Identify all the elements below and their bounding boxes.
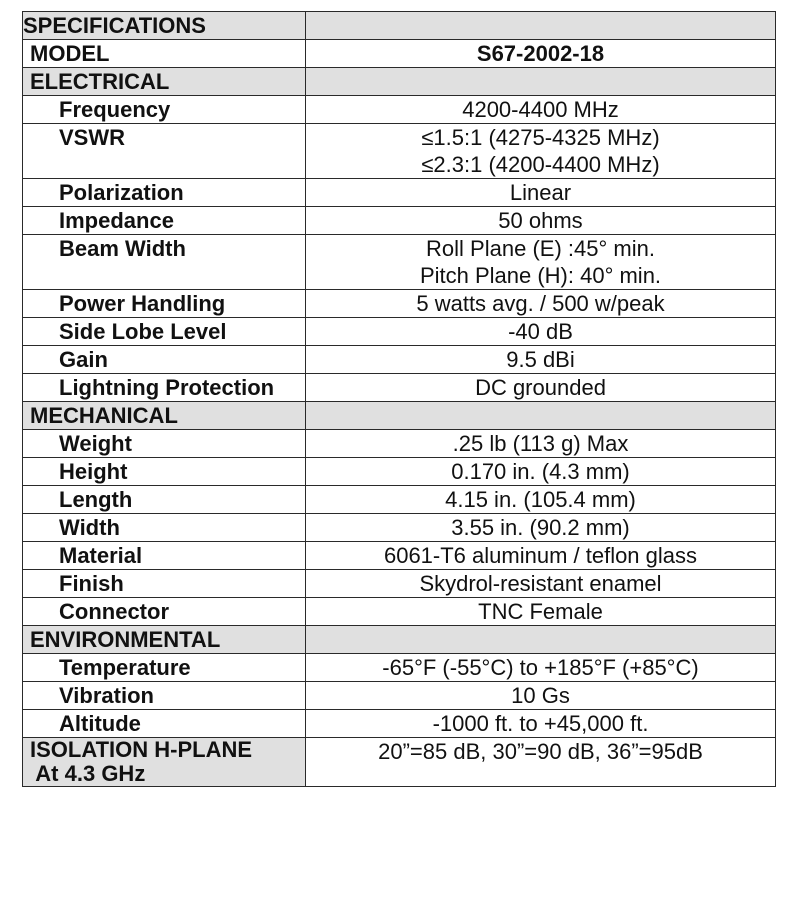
table-row xyxy=(23,290,776,318)
model-label: MODEL xyxy=(23,40,306,68)
spec-value-line: 6061-T6 aluminum / teflon glass xyxy=(383,543,698,568)
section-blank-cell xyxy=(306,68,776,96)
spec-label: Side Lobe Level xyxy=(23,318,306,346)
table-row xyxy=(23,179,776,207)
spec-value-line: 4200-4400 MHz xyxy=(462,97,619,122)
spec-label: Frequency xyxy=(23,96,306,124)
spec-value xyxy=(306,598,776,626)
spec-label: Power Handling xyxy=(23,290,306,318)
spec-label: Vibration xyxy=(23,682,306,710)
table-row xyxy=(23,682,776,710)
spec-value xyxy=(306,430,776,458)
table-row xyxy=(23,458,776,486)
spec-value-line: ≤1.5:1 (4275-4325 MHz) xyxy=(421,125,660,150)
table-row xyxy=(23,235,776,290)
spec-value xyxy=(306,458,776,486)
spec-label: Polarization xyxy=(23,179,306,207)
spec-label: Beam Width xyxy=(23,235,306,290)
spec-value xyxy=(306,570,776,598)
section-header-mechanical xyxy=(23,402,776,430)
spec-value-line: ≤2.3:1 (4200-4400 MHz) xyxy=(421,152,660,177)
table-row xyxy=(23,598,776,626)
isolation-label xyxy=(23,738,306,787)
section-heading: ENVIRONMENTAL xyxy=(23,626,306,654)
spec-value xyxy=(306,710,776,738)
spec-value-line: TNC Female xyxy=(478,599,603,624)
spec-label: Finish xyxy=(23,570,306,598)
spec-value xyxy=(306,235,776,290)
spec-label: Connector xyxy=(23,598,306,626)
spec-value-line: 9.5 dBi xyxy=(506,347,575,372)
table-row xyxy=(23,318,776,346)
section-header-environmental xyxy=(23,626,776,654)
table-row xyxy=(23,430,776,458)
spec-value-line: 10 Gs xyxy=(511,683,570,708)
spec-value-line: -40 dB xyxy=(508,319,573,344)
spec-value-line: 5 watts avg. / 500 w/peak xyxy=(416,291,665,316)
spec-value xyxy=(306,290,776,318)
table-row xyxy=(23,654,776,682)
table-row xyxy=(23,374,776,402)
spec-label: Impedance xyxy=(23,207,306,235)
table-row xyxy=(23,207,776,235)
spec-value xyxy=(306,682,776,710)
title-blank-cell xyxy=(306,12,776,40)
spec-value xyxy=(306,96,776,124)
specifications-table xyxy=(22,11,776,787)
spec-value-line: .25 lb (113 g) Max xyxy=(452,431,629,456)
section-blank-cell xyxy=(306,402,776,430)
spec-value-line: Roll Plane (E) :45° min. xyxy=(426,236,655,261)
table-row xyxy=(23,346,776,374)
table-row xyxy=(23,486,776,514)
spec-value xyxy=(306,486,776,514)
spec-value-line: -65°F (-55°C) to +185°F (+85°C) xyxy=(382,655,699,680)
table-title: SPECIFICATIONS xyxy=(23,12,306,40)
spec-value-line: Skydrol-resistant enamel xyxy=(419,571,662,596)
spec-value-line: 50 ohms xyxy=(498,208,583,233)
spec-value xyxy=(306,514,776,542)
table-row xyxy=(23,570,776,598)
table-row xyxy=(23,514,776,542)
spec-value xyxy=(306,207,776,235)
section-heading: ELECTRICAL xyxy=(23,68,306,96)
isolation-row xyxy=(23,738,776,787)
isolation-value: 20”=85 dB, 30”=90 dB, 36”=95dB xyxy=(306,738,776,787)
spec-value xyxy=(306,124,776,179)
spec-value xyxy=(306,654,776,682)
model-row xyxy=(23,40,776,68)
spec-value-line: 4.15 in. (105.4 mm) xyxy=(445,487,636,512)
section-blank-cell xyxy=(306,626,776,654)
spec-label: Height xyxy=(23,458,306,486)
spec-value xyxy=(306,318,776,346)
spec-value xyxy=(306,374,776,402)
spec-value-line: 3.55 in. (90.2 mm) xyxy=(451,515,630,540)
table-row xyxy=(23,96,776,124)
spec-value xyxy=(306,346,776,374)
spec-label: Width xyxy=(23,514,306,542)
spec-value xyxy=(306,179,776,207)
spec-label: Altitude xyxy=(23,710,306,738)
spec-value-line: Pitch Plane (H): 40° min. xyxy=(419,263,662,288)
isolation-label-line: ISOLATION H-PLANE xyxy=(30,737,253,762)
spec-value-line: DC grounded xyxy=(475,375,606,400)
spec-label: Weight xyxy=(23,430,306,458)
section-header-electrical xyxy=(23,68,776,96)
spec-label: Length xyxy=(23,486,306,514)
title-row xyxy=(23,12,776,40)
isolation-label-line: At 4.3 GHz xyxy=(30,761,146,786)
spec-label: VSWR xyxy=(23,124,306,179)
table-row xyxy=(23,542,776,570)
spec-value-line: 0.170 in. (4.3 mm) xyxy=(451,459,630,484)
spec-value-line: -1000 ft. to +45,000 ft. xyxy=(432,711,649,736)
spec-label: Gain xyxy=(23,346,306,374)
spec-label: Lightning Protection xyxy=(23,374,306,402)
table-row xyxy=(23,124,776,179)
spec-label: Material xyxy=(23,542,306,570)
spec-value-line: Linear xyxy=(509,180,572,205)
spec-value xyxy=(306,542,776,570)
model-value: S67-2002-18 xyxy=(306,40,776,68)
table-row xyxy=(23,710,776,738)
spec-label: Temperature xyxy=(23,654,306,682)
section-heading: MECHANICAL xyxy=(23,402,306,430)
